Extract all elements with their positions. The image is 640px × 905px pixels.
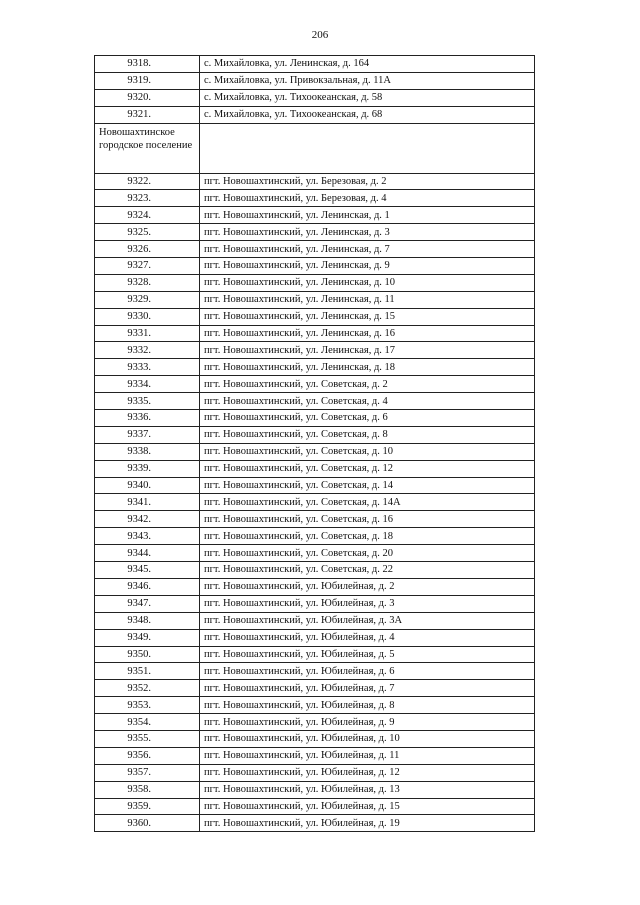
row-number: 9328. [95, 274, 200, 291]
table-row [95, 190, 535, 207]
row-address: пгт. Новошахтинский, ул. Ленинская, д. 15 [200, 308, 535, 325]
row-number: 9345. [95, 562, 200, 579]
table-row [95, 89, 535, 106]
table-row [95, 443, 535, 460]
table-row [95, 747, 535, 764]
row-number: 9340. [95, 477, 200, 494]
row-number: 9335. [95, 393, 200, 410]
row-number: 9357. [95, 764, 200, 781]
table-row [95, 562, 535, 579]
table-row [95, 781, 535, 798]
row-address: с. Михайловка, ул. Привокзальная, д. 11А [200, 72, 535, 89]
row-address: с. Михайловка, ул. Тихоокеанская, д. 58 [200, 89, 535, 106]
row-address: пгт. Новошахтинский, ул. Советская, д. 4 [200, 393, 535, 410]
row-address: пгт. Новошахтинский, ул. Березовая, д. 2 [200, 173, 535, 190]
row-number: 9337. [95, 426, 200, 443]
row-address: пгт. Новошахтинский, ул. Ленинская, д. 18 [200, 359, 535, 376]
table-row [95, 494, 535, 511]
row-address: пгт. Новошахтинский, ул. Юбилейная, д. 3 [200, 595, 535, 612]
row-address: пгт. Новошахтинский, ул. Березовая, д. 4 [200, 190, 535, 207]
row-number: 9326. [95, 241, 200, 258]
table-row [95, 697, 535, 714]
section-value [200, 123, 535, 173]
row-number: 9354. [95, 714, 200, 731]
row-number: 9355. [95, 730, 200, 747]
table-row [95, 258, 535, 275]
row-address: пгт. Новошахтинский, ул. Советская, д. 16 [200, 511, 535, 528]
row-address: пгт. Новошахтинский, ул. Ленинская, д. 16 [200, 325, 535, 342]
table-row [95, 173, 535, 190]
row-number: 9333. [95, 359, 200, 376]
row-number: 9360. [95, 815, 200, 832]
row-number: 9323. [95, 190, 200, 207]
row-number: 9349. [95, 629, 200, 646]
row-number: 9358. [95, 781, 200, 798]
row-number: 9356. [95, 747, 200, 764]
table-row [95, 815, 535, 832]
table-row [95, 578, 535, 595]
row-address: пгт. Новошахтинский, ул. Юбилейная, д. 15 [200, 798, 535, 815]
row-number: 9347. [95, 595, 200, 612]
row-address: пгт. Новошахтинский, ул. Ленинская, д. 10 [200, 274, 535, 291]
table-row [95, 376, 535, 393]
table-row [95, 612, 535, 629]
table-row [95, 106, 535, 123]
row-number: 9344. [95, 545, 200, 562]
row-number: 9334. [95, 376, 200, 393]
row-number: 9322. [95, 173, 200, 190]
row-number: 9318. [95, 56, 200, 73]
row-number: 9331. [95, 325, 200, 342]
table-row [95, 764, 535, 781]
row-address: пгт. Новошахтинский, ул. Советская, д. 18 [200, 528, 535, 545]
row-address: пгт. Новошахтинский, ул. Советская, д. 8 [200, 426, 535, 443]
table-row [95, 460, 535, 477]
table-row [95, 308, 535, 325]
row-address: пгт. Новошахтинский, ул. Советская, д. 6 [200, 410, 535, 427]
table-row [95, 511, 535, 528]
table-row [95, 798, 535, 815]
row-address: пгт. Новошахтинский, ул. Юбилейная, д. 3А [200, 612, 535, 629]
table-row [95, 56, 535, 73]
row-number: 9336. [95, 410, 200, 427]
table-row [95, 291, 535, 308]
row-number: 9342. [95, 511, 200, 528]
table-row [95, 325, 535, 342]
row-address: пгт. Новошахтинский, ул. Юбилейная, д. 8 [200, 697, 535, 714]
row-address: пгт. Новошахтинский, ул. Ленинская, д. 1 [200, 207, 535, 224]
table-row [95, 646, 535, 663]
table-row [95, 680, 535, 697]
row-number: 9320. [95, 89, 200, 106]
row-address: пгт. Новошахтинский, ул. Юбилейная, д. 19 [200, 815, 535, 832]
row-address: пгт. Новошахтинский, ул. Юбилейная, д. 13 [200, 781, 535, 798]
row-number: 9359. [95, 798, 200, 815]
section-label: Новошахтинское городское поселение [95, 123, 200, 173]
table-row [95, 528, 535, 545]
row-number: 9353. [95, 697, 200, 714]
row-number: 9327. [95, 258, 200, 275]
row-number: 9348. [95, 612, 200, 629]
row-address: пгт. Новошахтинский, ул. Юбилейная, д. 9 [200, 714, 535, 731]
table-row [95, 730, 535, 747]
row-address: пгт. Новошахтинский, ул. Юбилейная, д. 4 [200, 629, 535, 646]
table-row [95, 359, 535, 376]
row-number: 9338. [95, 443, 200, 460]
table-row [95, 595, 535, 612]
page-number: 206 [311, 29, 329, 41]
address-table-body [95, 56, 535, 832]
row-number: 9330. [95, 308, 200, 325]
row-address: с. Михайловка, ул. Тихоокеанская, д. 68 [200, 106, 535, 123]
row-number: 9325. [95, 224, 200, 241]
row-address: пгт. Новошахтинский, ул. Юбилейная, д. 6 [200, 663, 535, 680]
table-row [95, 274, 535, 291]
table-row [95, 663, 535, 680]
table-row [95, 224, 535, 241]
table-row [95, 393, 535, 410]
row-number: 9324. [95, 207, 200, 224]
row-number: 9332. [95, 342, 200, 359]
row-number: 9341. [95, 494, 200, 511]
row-address: пгт. Новошахтинский, ул. Советская, д. 22 [200, 562, 535, 579]
row-number: 9319. [95, 72, 200, 89]
table-row [95, 207, 535, 224]
row-address: пгт. Новошахтинский, ул. Советская, д. 14А [200, 494, 535, 511]
row-address: пгт. Новошахтинский, ул. Советская, д. 14 [200, 477, 535, 494]
row-address: пгт. Новошахтинский, ул. Советская, д. 10 [200, 443, 535, 460]
row-number: 9321. [95, 106, 200, 123]
row-number: 9352. [95, 680, 200, 697]
row-address: пгт. Новошахтинский, ул. Советская, д. 12 [200, 460, 535, 477]
table-row [95, 241, 535, 258]
row-address: пгт. Новошахтинский, ул. Юбилейная, д. 7 [200, 680, 535, 697]
table-row [95, 477, 535, 494]
table-row [95, 410, 535, 427]
section-row [95, 123, 535, 173]
table-row [95, 545, 535, 562]
row-address: пгт. Новошахтинский, ул. Юбилейная, д. 5 [200, 646, 535, 663]
row-address: пгт. Новошахтинский, ул. Ленинская, д. 3 [200, 224, 535, 241]
row-address: с. Михайловка, ул. Ленинская, д. 164 [200, 56, 535, 73]
row-number: 9351. [95, 663, 200, 680]
table-row [95, 714, 535, 731]
address-table [94, 55, 535, 832]
row-address: пгт. Новошахтинский, ул. Ленинская, д. 9 [200, 258, 535, 275]
table-row [95, 342, 535, 359]
table-row [95, 426, 535, 443]
row-address: пгт. Новошахтинский, ул. Юбилейная, д. 11 [200, 747, 535, 764]
row-number: 9343. [95, 528, 200, 545]
row-address: пгт. Новошахтинский, ул. Юбилейная, д. 10 [200, 730, 535, 747]
row-number: 9329. [95, 291, 200, 308]
row-address: пгт. Новошахтинский, ул. Ленинская, д. 11 [200, 291, 535, 308]
row-number: 9350. [95, 646, 200, 663]
row-address: пгт. Новошахтинский, ул. Советская, д. 2 [200, 376, 535, 393]
row-number: 9339. [95, 460, 200, 477]
row-address: пгт. Новошахтинский, ул. Юбилейная, д. 2 [200, 578, 535, 595]
table-row [95, 629, 535, 646]
row-address: пгт. Новошахтинский, ул. Ленинская, д. 7 [200, 241, 535, 258]
row-address: пгт. Новошахтинский, ул. Ленинская, д. 17 [200, 342, 535, 359]
row-address: пгт. Новошахтинский, ул. Юбилейная, д. 12 [200, 764, 535, 781]
row-number: 9346. [95, 578, 200, 595]
table-row [95, 72, 535, 89]
row-address: пгт. Новошахтинский, ул. Советская, д. 20 [200, 545, 535, 562]
